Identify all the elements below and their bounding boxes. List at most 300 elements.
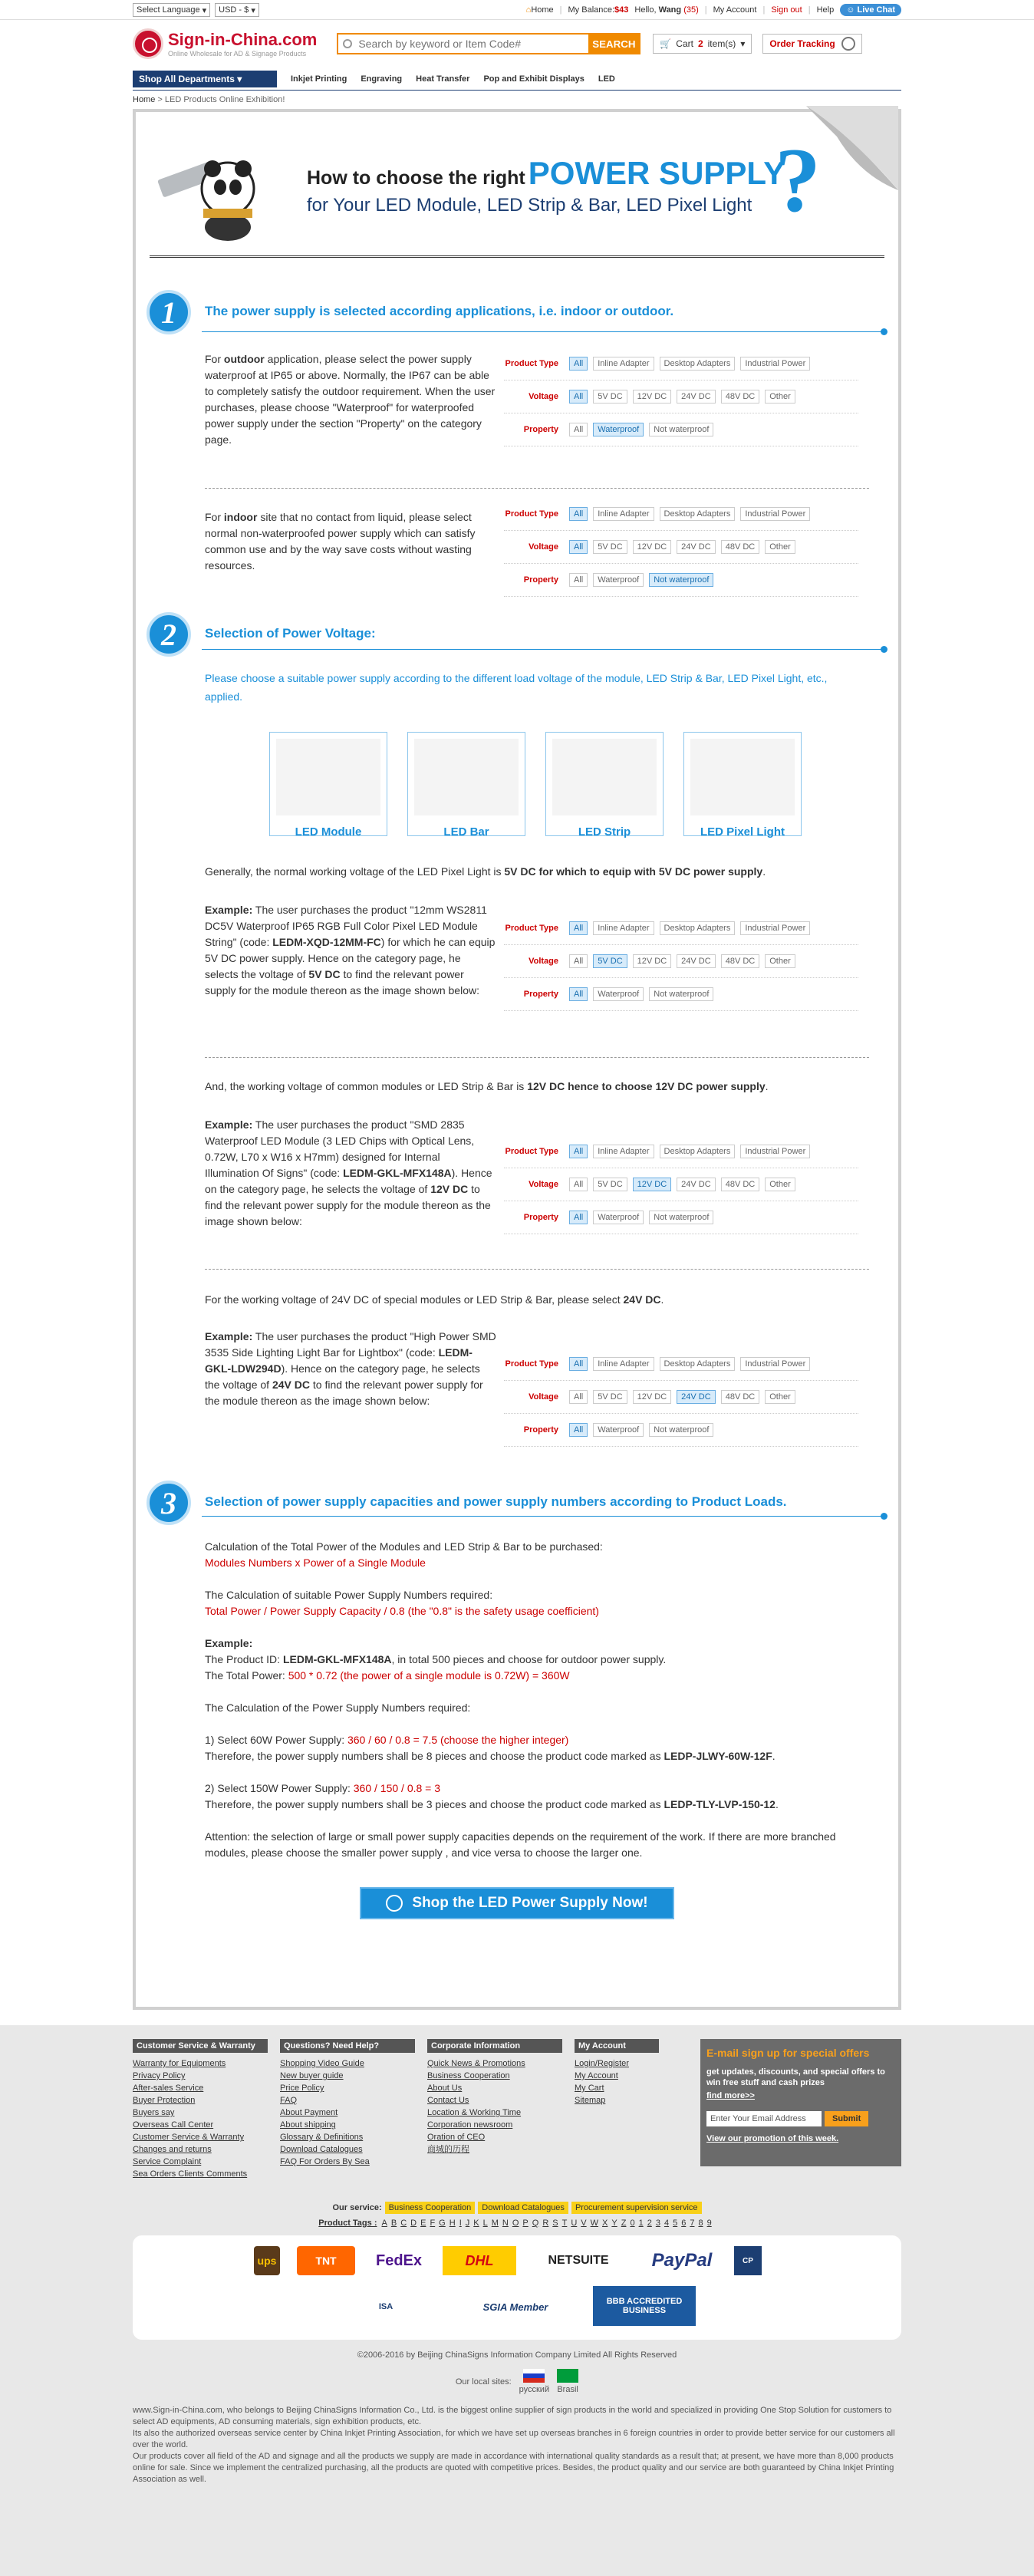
filter-row-voltage <box>504 1168 858 1201</box>
filter-option[interactable]: 24V DC <box>677 954 716 968</box>
tag-link[interactable]: X <box>602 2219 608 2228</box>
filter-option[interactable]: All <box>569 921 588 935</box>
filter-option[interactable]: Other <box>765 390 795 404</box>
tag-link[interactable]: 3 <box>655 2219 660 2228</box>
filter-option[interactable]: Industrial Power <box>740 1357 810 1371</box>
currency-select-label: USD - $ <box>219 5 249 15</box>
nav-item-engraving[interactable]: Engraving <box>361 74 403 84</box>
service-link[interactable]: Download Catalogues <box>478 2202 568 2214</box>
tag-link[interactable]: P <box>522 2219 529 2228</box>
footer-link[interactable]: Corporation newsroom <box>427 2120 513 2130</box>
footer-link[interactable]: Buyers say <box>133 2108 175 2117</box>
step-number: 3 <box>147 1481 191 1525</box>
filter-option[interactable]: Not waterproof <box>649 1423 713 1437</box>
filter-label: Product Type <box>505 1147 558 1156</box>
footer-link[interactable]: My Cart <box>575 2084 604 2093</box>
search-bar <box>337 33 640 54</box>
filter-option[interactable]: 48V DC <box>721 1178 760 1191</box>
text: to find the relevant power supply for the module thereon as the image shown below: <box>205 1379 483 1407</box>
filter-option[interactable]: Desktop Adapters <box>660 1357 736 1371</box>
sign-out-link[interactable]: Sign out <box>771 5 802 15</box>
capacity-calculation: Calculation of the Total Power of the Modules and LED Strip & Bar to be purchased: Modules Numbers x Power of a Single Module The Calculation of suitable Power Supply Numbers required: Total Power / Power Supply Capacity / 0.8 (the "0.8" is the safety usage coefficient) Example: The Product ID: LEDM-GKL-MFX148A, in total 500 pieces and choose for outdoor power supply. The Total Power: 500 * 0.72 (the power of a single module is 0.72W) = 360W The Calculation of the Power Supply Numbers required: 1) Select 60W Power Supply: 360 / 60 / 0.8 = 7.5 (choose the higher integer) Therefore, the power supply numbers shall be 8 pieces and choose the product code marked as LEDP-JLWY-60W-12F. 2) Select 150W Power Supply: 360 / 150 / 0.8 = 3 Therefore, the power supply numbers shall be 3 pieces and choose the product code marked as LEDP-TLY-LVP-150-12. Attention: the selection of large or small power supply capacities depends on the requirement of the work. If there are more branched modules, please choose the smaller power supply , and vice versa to choose the larger one. <box>205 1539 880 1861</box>
tag-link[interactable]: C <box>400 2219 407 2228</box>
tag-link[interactable]: V <box>581 2219 587 2228</box>
filter-option[interactable]: All <box>569 540 588 554</box>
language-select[interactable]: Select Language ▾ <box>133 3 210 17</box>
filter-row-type <box>504 1348 858 1381</box>
filter-option[interactable]: Not waterproof <box>649 1211 713 1224</box>
tag-link[interactable]: U <box>571 2219 578 2228</box>
text-bold: 5V DC <box>308 968 341 980</box>
footer-link[interactable]: About Us <box>427 2084 463 2093</box>
language-select-label: Select Language <box>137 5 200 15</box>
footer-link[interactable]: Privacy Policy <box>133 2071 186 2080</box>
attention-note: Attention: the selection of large or small power supply capacities depends on the requirement of the work. If there are more branched modules, please choose the smaller power supply , and vice versa to choose the larger one. <box>205 1830 836 1859</box>
filter-option[interactable]: Other <box>765 1178 795 1191</box>
text-bold: 24V DC <box>272 1379 310 1391</box>
shop-power-supply-button[interactable] <box>360 1887 674 1919</box>
shop-button-label: Shop the LED Power Supply Now! <box>412 1895 648 1911</box>
filter-row-property <box>504 1414 858 1447</box>
text: ) for which he can equip 5V DC power supply. Hence on the category page, he selects the voltage of <box>205 936 496 980</box>
text: to find the relevant power supply for the module thereon as the image shown below: <box>205 968 479 996</box>
filter-option[interactable]: All <box>569 987 588 1001</box>
home-link-label: Home <box>531 5 554 15</box>
text: For <box>205 511 224 523</box>
logo-emblem-icon <box>133 28 163 59</box>
filter-row-type <box>504 1135 858 1168</box>
currency-select[interactable]: USD - $ ▾ <box>215 3 259 17</box>
tag-link[interactable]: M <box>491 2219 499 2228</box>
newsletter-title: E-mail sign up for special offers <box>706 2047 870 2059</box>
all-departments-button[interactable] <box>133 71 277 87</box>
filter-option[interactable]: All <box>569 954 588 968</box>
tag-link[interactable]: L <box>482 2219 488 2228</box>
chevron-down-icon: ▾ <box>740 38 746 49</box>
footer-link[interactable]: Login/Register <box>575 2059 629 2068</box>
footer-column-title: My Account <box>575 2039 659 2053</box>
tag-link[interactable]: R <box>542 2219 549 2228</box>
cart-items-label: item(s) <box>707 38 736 49</box>
filter-option[interactable]: Not waterproof <box>649 423 713 436</box>
filter-row-property <box>504 978 858 1011</box>
text: application, please select the power supply waterproof at IP65 or above. Normally, the IP67 can be able to completely satisfy the outdoor requirement. When the user purchases, please choose "Waterproof" for waterproofed power supply under the section "Property" on the category page. <box>205 353 496 446</box>
tag-link[interactable]: B <box>390 2219 397 2228</box>
formula: Total Power / Power Supply Capacity / 0.8 (the "0.8" is the safety usage coefficient) <box>205 1605 599 1617</box>
footer-link[interactable]: New buyer guide <box>280 2071 344 2080</box>
filter-option[interactable]: 48V DC <box>721 390 760 404</box>
all-departments-label: Shop All Departments <box>139 73 235 84</box>
local-sites-label: Our local sites: <box>455 2377 512 2387</box>
footer-link[interactable]: Price Policy <box>280 2084 324 2093</box>
filter-option[interactable]: Not waterproof <box>649 573 713 587</box>
filter-option[interactable]: 48V DC <box>721 1390 760 1404</box>
footer-link[interactable]: Contact Us <box>427 2096 469 2105</box>
greeting <box>634 5 698 15</box>
tag-link[interactable]: 5 <box>673 2219 678 2228</box>
filter-option[interactable]: All <box>569 1357 588 1371</box>
filter-option[interactable]: 12V DC <box>633 1390 672 1404</box>
filter-option[interactable]: Other <box>765 540 795 554</box>
sgia-member-logo: SGIA Member <box>482 2301 548 2313</box>
product-card-label: LED Strip <box>578 825 631 838</box>
filter-option[interactable]: Inline Adapter <box>593 507 654 521</box>
footer-link[interactable]: Quick News & Promotions <box>427 2059 525 2068</box>
tag-link[interactable]: 2 <box>647 2219 652 2228</box>
product-code: LEDM-XQD-12MM-FC <box>272 936 381 948</box>
filter-option[interactable]: Waterproof <box>593 1211 644 1224</box>
cart-label: Cart <box>676 38 693 49</box>
tag-link[interactable]: 0 <box>630 2219 635 2228</box>
text: Therefore, the power supply numbers shall be 3 pieces and choose the product code marked as <box>205 1798 664 1810</box>
led-pixel-image <box>690 739 795 815</box>
order-tracking-label: Order Tracking <box>769 38 835 49</box>
live-chat-button[interactable] <box>840 4 901 16</box>
text: to find the relevant power supply for the module thereon as the image shown below: <box>205 1183 491 1227</box>
tag-link[interactable]: 7 <box>690 2219 695 2228</box>
filter-option[interactable]: All <box>569 357 588 371</box>
hero-subtitle: for Your LED Module, LED Strip & Bar, LED Pixel Light <box>307 195 752 216</box>
filter-option[interactable]: All <box>569 573 588 587</box>
about-paragraph: www.Sign-in-China.com, who belongs to Beijing ChinaSigns Information Co., Ltd. is the biggest online supplier of sign products in the world and specialized in providing One Stop Solution for customers to select AD equipments, AD consuming materials, sign exhibition products, etc. <box>133 2406 892 2426</box>
example-label: Example: <box>205 1118 253 1131</box>
hero-banner <box>150 112 884 258</box>
filter-option[interactable]: All <box>569 1178 588 1191</box>
filter-option[interactable]: Desktop Adapters <box>660 507 736 521</box>
cart-button[interactable] <box>653 34 752 54</box>
tag-link[interactable]: H <box>449 2219 456 2228</box>
footer-link[interactable]: My Account <box>575 2071 618 2080</box>
pixel-voltage-note: Generally, the normal working voltage of the LED Pixel Light is 5V DC for which to equip with 5V DC power supply. <box>205 865 766 878</box>
filter-option[interactable]: 24V DC <box>677 1390 716 1404</box>
filter-option[interactable]: Desktop Adapters <box>660 357 736 371</box>
filter-panel <box>504 912 858 1011</box>
tag-link[interactable]: A <box>381 2219 387 2228</box>
module-voltage-note: And, the working voltage of common modules or LED Strip & Bar is 12V DC hence to choose 12V DC power supply. <box>205 1080 769 1092</box>
filter-option[interactable]: 24V DC <box>677 540 716 554</box>
filter-row-voltage <box>504 531 858 564</box>
tag-link[interactable]: Q <box>532 2219 539 2228</box>
search-button[interactable]: SEARCH <box>588 35 639 53</box>
filter-option[interactable]: 5V DC <box>593 540 627 554</box>
text: The Product ID: <box>205 1653 283 1665</box>
tag-link[interactable]: D <box>410 2219 417 2228</box>
product-code: LEDM-GKL-LDW294D <box>205 1346 473 1375</box>
tnt-logo: TNT <box>297 2246 355 2275</box>
tag-link[interactable]: S <box>552 2219 558 2228</box>
ups-logo: ups <box>254 2246 280 2275</box>
text: The user purchases the product "SMD 2835 Waterproof LED Module (3 LED Chips with Optical Lens, 0.72W, L70 x W16 x H7mm) designed for Internal Illumination Of Signs" (code: <box>205 1118 475 1179</box>
footer-link[interactable]: Service Complaint <box>133 2157 202 2166</box>
nav-item-pop-displays[interactable]: Pop and Exhibit Displays <box>483 74 585 84</box>
filter-option[interactable]: 48V DC <box>721 540 760 554</box>
breadcrumb-home[interactable]: Home <box>133 95 156 104</box>
footer-link[interactable]: Customer Service & Warranty <box>133 2133 245 2142</box>
text: The user purchases the product "High Power SMD 3535 Side Lighting Light Bar for Lightbox" (code: <box>205 1330 496 1359</box>
dhl-logo: DHL <box>443 2246 516 2275</box>
chat-icon: ☺ <box>846 5 858 15</box>
filter-option[interactable]: 5V DC <box>593 1390 627 1404</box>
tags-label: Product Tags : <box>318 2219 377 2228</box>
footer-link[interactable]: Glossary & Definitions <box>280 2133 364 2142</box>
text: The Total Power: <box>205 1669 288 1682</box>
filter-panel <box>504 1348 858 1447</box>
filter-option[interactable]: Inline Adapter <box>593 1357 654 1371</box>
footer-link[interactable]: FAQ <box>280 2096 298 2105</box>
separator: | <box>808 5 811 15</box>
tag-link[interactable]: 8 <box>698 2219 703 2228</box>
filter-option[interactable]: 12V DC <box>633 390 672 404</box>
tag-link[interactable]: 6 <box>681 2219 687 2228</box>
tag-link[interactable]: Y <box>611 2219 617 2228</box>
footer-link[interactable]: Download Catalogues <box>280 2145 363 2154</box>
filter-row-type <box>504 912 858 945</box>
site-brasil[interactable] <box>557 2369 578 2394</box>
product-code: LEDM-GKL-MFX148A <box>343 1167 452 1179</box>
text: 2) Select 150W Power Supply: <box>205 1782 354 1794</box>
filter-row-voltage <box>504 945 858 978</box>
service-link[interactable]: Business Cooperation <box>385 2202 476 2214</box>
led-strip-image <box>552 739 657 815</box>
cart-count: 2 <box>697 38 703 49</box>
filter-option[interactable]: Waterproof <box>593 1423 644 1437</box>
filter-panel <box>504 348 858 446</box>
site-footer <box>0 2025 1034 2482</box>
text-bold: indoor <box>223 511 258 523</box>
text: For <box>205 353 224 365</box>
filter-option[interactable]: Not waterproof <box>649 987 713 1001</box>
footer-link[interactable]: After-sales Service <box>133 2084 204 2093</box>
filter-label: Product Type <box>505 359 558 368</box>
filter-option[interactable]: Desktop Adapters <box>660 921 736 935</box>
tag-link[interactable]: G <box>439 2219 446 2228</box>
service-link[interactable]: Procurement supervision service <box>571 2202 702 2214</box>
filter-option[interactable]: 5V DC <box>593 954 627 968</box>
paypal-logo: PayPal <box>651 2250 713 2271</box>
ciipa-logo: CP <box>734 2246 762 2275</box>
filter-option[interactable]: All <box>569 390 588 404</box>
tag-link[interactable]: 9 <box>706 2219 712 2228</box>
balance <box>568 5 629 15</box>
section-title: Selection of power supply capacities and power supply numbers according to Product Loads. <box>205 1494 787 1509</box>
tag-link[interactable]: F <box>430 2219 436 2228</box>
footer-link[interactable]: 商城的历程 <box>427 2145 469 2154</box>
filter-label: Product Type <box>505 509 558 519</box>
filter-option[interactable]: All <box>569 1390 588 1404</box>
footer-column <box>427 2039 562 2180</box>
special-voltage-note: For the working voltage of 24V DC of special modules or LED Strip & Bar, please select 24V DC. <box>205 1293 664 1306</box>
separator: | <box>559 5 562 15</box>
filter-option[interactable]: 12V DC <box>633 1178 672 1191</box>
footer-column <box>575 2039 659 2180</box>
footer-link[interactable]: Business Cooperation <box>427 2071 510 2080</box>
footer-link[interactable]: Sea Orders Clients Comments <box>133 2169 248 2179</box>
message-count[interactable]: (35) <box>683 5 699 15</box>
footer-link[interactable]: FAQ For Orders By Sea <box>280 2157 370 2166</box>
filter-option[interactable]: 48V DC <box>721 954 760 968</box>
isa-member-logo: ISA <box>378 2302 394 2311</box>
footer-link[interactable]: Oration of CEO <box>427 2133 486 2142</box>
submit-button[interactable]: Submit <box>825 2111 868 2126</box>
footer-link[interactable]: Buyer Protection <box>133 2096 196 2105</box>
footer-link[interactable]: About Payment <box>280 2108 338 2117</box>
footer-link[interactable]: About shipping <box>280 2120 336 2130</box>
footer-link[interactable]: Overseas Call Center <box>133 2120 214 2130</box>
filter-option[interactable]: Other <box>765 954 795 968</box>
calc-line: The Calculation of suitable Power Supply Numbers required: <box>205 1589 493 1601</box>
led-bar-image <box>414 739 519 815</box>
product-card-led-bar[interactable] <box>407 732 525 836</box>
tag-link[interactable]: T <box>561 2219 568 2228</box>
tag-link[interactable]: N <box>502 2219 509 2228</box>
tag-link[interactable]: 4 <box>664 2219 670 2228</box>
home-icon: ⌂ <box>525 5 532 15</box>
formula: 360 / 60 / 0.8 = 7.5 (choose the higher integer) <box>347 1734 569 1746</box>
filter-row-property <box>504 1201 858 1234</box>
text: site that no contact from liquid, please select normal non-waterproofed power supply which can satisfy common use and by the way save costs without wasting resources. <box>205 511 476 572</box>
nav-item-inkjet[interactable]: Inkjet Printing <box>291 74 347 84</box>
filter-panel <box>504 498 858 597</box>
filter-option[interactable]: Inline Adapter <box>593 357 654 371</box>
filter-option[interactable]: Inline Adapter <box>593 1145 654 1158</box>
footer-link[interactable]: Changes and returns <box>133 2145 212 2154</box>
site-brasil-label: Brasil <box>557 2385 578 2394</box>
formula: Modules Numbers x Power of a Single Module <box>205 1556 426 1569</box>
text-bold: 12V DC <box>430 1183 469 1195</box>
nav-item-led[interactable]: LED <box>598 74 615 84</box>
calc-line: Calculation of the Total Power of the Modules and LED Strip & Bar to be purchased: <box>205 1540 603 1553</box>
filter-option[interactable]: Industrial Power <box>740 507 810 521</box>
indoor-paragraph <box>205 509 496 574</box>
filter-option[interactable]: All <box>569 1211 588 1224</box>
product-card-led-pixel[interactable] <box>683 732 802 836</box>
filter-option[interactable]: Waterproof <box>593 987 644 1001</box>
filter-option[interactable]: All <box>569 507 588 521</box>
filter-option[interactable]: 24V DC <box>677 390 716 404</box>
local-sites <box>133 2369 901 2394</box>
product-card-led-module[interactable] <box>269 732 387 836</box>
copyright: ©2006-2016 by Beijing ChinaSigns Information Company Limited All Rights Reserved <box>357 2350 677 2360</box>
footer-link[interactable]: Shopping Video Guide <box>280 2059 364 2068</box>
content-panel <box>133 109 901 2010</box>
filter-option[interactable]: 12V DC <box>633 954 672 968</box>
dashed-divider <box>205 488 869 489</box>
breadcrumb-current: LED Products Online Exhibition! <box>164 95 285 104</box>
filter-row-type <box>504 498 858 531</box>
partner-logos <box>133 2235 901 2340</box>
product-code: LEDM-GKL-MFX148A <box>282 1653 392 1665</box>
text-bold: 24V DC <box>623 1293 661 1306</box>
filter-label: Property <box>523 1425 558 1435</box>
filter-option[interactable]: All <box>569 1423 588 1437</box>
home-link[interactable] <box>526 5 554 15</box>
about-paragraph: Our products cover all field of the AD and signage and all the products we supply are made in accordance with international quality standards as a result that; at present, we have more than 8,000 products online for sale. Since we implement the centralized purchasing, all the products are quoted with competitive prices. Besides, the product quality and our service are both guaranteed by China Inkjet Printing Association as well. <box>133 2452 894 2484</box>
text: 1) Select 60W Power Supply: <box>205 1734 347 1746</box>
nav-item-heat-transfer[interactable]: Heat Transfer <box>416 74 470 84</box>
promotion-link[interactable]: View our promotion of this week. <box>706 2134 839 2143</box>
calc-line: The Calculation of the Power Supply Numbers required: <box>205 1701 471 1714</box>
footer-link[interactable]: Location & Working Time <box>427 2108 522 2117</box>
tag-link[interactable]: W <box>590 2219 599 2228</box>
tag-links <box>382 2219 716 2228</box>
tag-link[interactable]: K <box>473 2219 479 2228</box>
step-number: 1 <box>147 290 191 334</box>
tag-link[interactable]: Z <box>621 2219 627 2228</box>
footer-column-title: Customer Service & Warranty <box>133 2039 268 2053</box>
russia-flag-icon <box>523 2369 545 2383</box>
dashed-divider <box>205 1269 869 1270</box>
text: For the working voltage of 24V DC of special modules or LED Strip & Bar, please select <box>205 1293 624 1306</box>
product-code: LEDP-JLWY-60W-12F <box>664 1750 772 1762</box>
about-paragraph: Its also the authorized overseas service center by China Inkjet Printing Association, for which we have set up overseas branches in 6 foreign countries in order to provide better service for our customers all over the world. <box>133 2429 895 2449</box>
product-card-led-strip[interactable] <box>545 732 664 836</box>
logo-tagline: Online Wholesale for AD & Signage Products <box>168 50 307 58</box>
section-divider <box>202 331 884 332</box>
filter-row-voltage <box>504 380 858 413</box>
tag-link[interactable]: I <box>459 2219 462 2228</box>
filter-option[interactable]: All <box>569 423 588 436</box>
formula: 360 / 150 / 0.8 = 3 <box>353 1782 441 1794</box>
filter-option[interactable]: Waterproof <box>593 573 644 587</box>
filter-option[interactable]: Waterproof <box>593 423 644 436</box>
find-more-link[interactable]: find more>> <box>706 2091 755 2100</box>
footer-link[interactable]: Warranty for Equipments <box>133 2059 226 2068</box>
email-input[interactable]: Enter Your Email Address <box>706 2111 822 2126</box>
search-input[interactable] <box>338 35 588 53</box>
filter-row-property <box>504 413 858 446</box>
order-tracking-button[interactable] <box>762 34 861 54</box>
filter-option[interactable]: 5V DC <box>593 390 627 404</box>
filter-option[interactable]: Other <box>765 1390 795 1404</box>
question-mark-icon: ? <box>775 129 821 231</box>
tag-link[interactable]: E <box>420 2219 426 2228</box>
tag-link[interactable]: 1 <box>638 2219 644 2228</box>
my-account-link[interactable]: My Account <box>713 5 757 15</box>
brazil-flag-icon <box>557 2369 578 2383</box>
page-curl-icon <box>806 106 898 190</box>
cart-icon: 🛒 <box>660 38 672 49</box>
section-divider <box>202 1516 884 1517</box>
footer-column-title: Questions? Need Help? <box>280 2039 415 2053</box>
filter-option[interactable]: 24V DC <box>677 1178 716 1191</box>
led-module-image <box>276 739 380 815</box>
tag-link[interactable]: O <box>512 2219 519 2228</box>
panda-mascot-icon <box>157 135 265 242</box>
filter-option[interactable]: All <box>569 1145 588 1158</box>
filter-option[interactable]: 5V DC <box>593 1178 627 1191</box>
filter-option[interactable]: Desktop Adapters <box>660 1145 736 1158</box>
filter-option[interactable]: Industrial Power <box>740 921 810 935</box>
separator: | <box>762 5 766 15</box>
service-bar <box>133 2203 901 2212</box>
balance-value: $43 <box>614 5 629 15</box>
help-link[interactable]: Help <box>816 5 835 15</box>
filter-option[interactable]: Industrial Power <box>740 1145 810 1158</box>
hero-title-text: How to choose the right <box>307 167 525 189</box>
section-divider <box>202 649 884 650</box>
site-logo[interactable] <box>133 28 317 59</box>
tag-link[interactable]: J <box>465 2219 470 2228</box>
product-card-label: LED Module <box>295 825 362 838</box>
text: ). Hence on the category page, he selects the voltage of <box>205 1167 492 1195</box>
footer-link[interactable]: Sitemap <box>575 2096 606 2105</box>
site-russia[interactable] <box>519 2369 549 2394</box>
hero-title-highlight: POWER SUPPLY <box>528 155 785 191</box>
filter-option[interactable]: Industrial Power <box>740 357 810 371</box>
filter-option[interactable]: 12V DC <box>633 540 672 554</box>
user-name: Wang <box>658 5 682 15</box>
filter-option[interactable]: Inline Adapter <box>593 921 654 935</box>
